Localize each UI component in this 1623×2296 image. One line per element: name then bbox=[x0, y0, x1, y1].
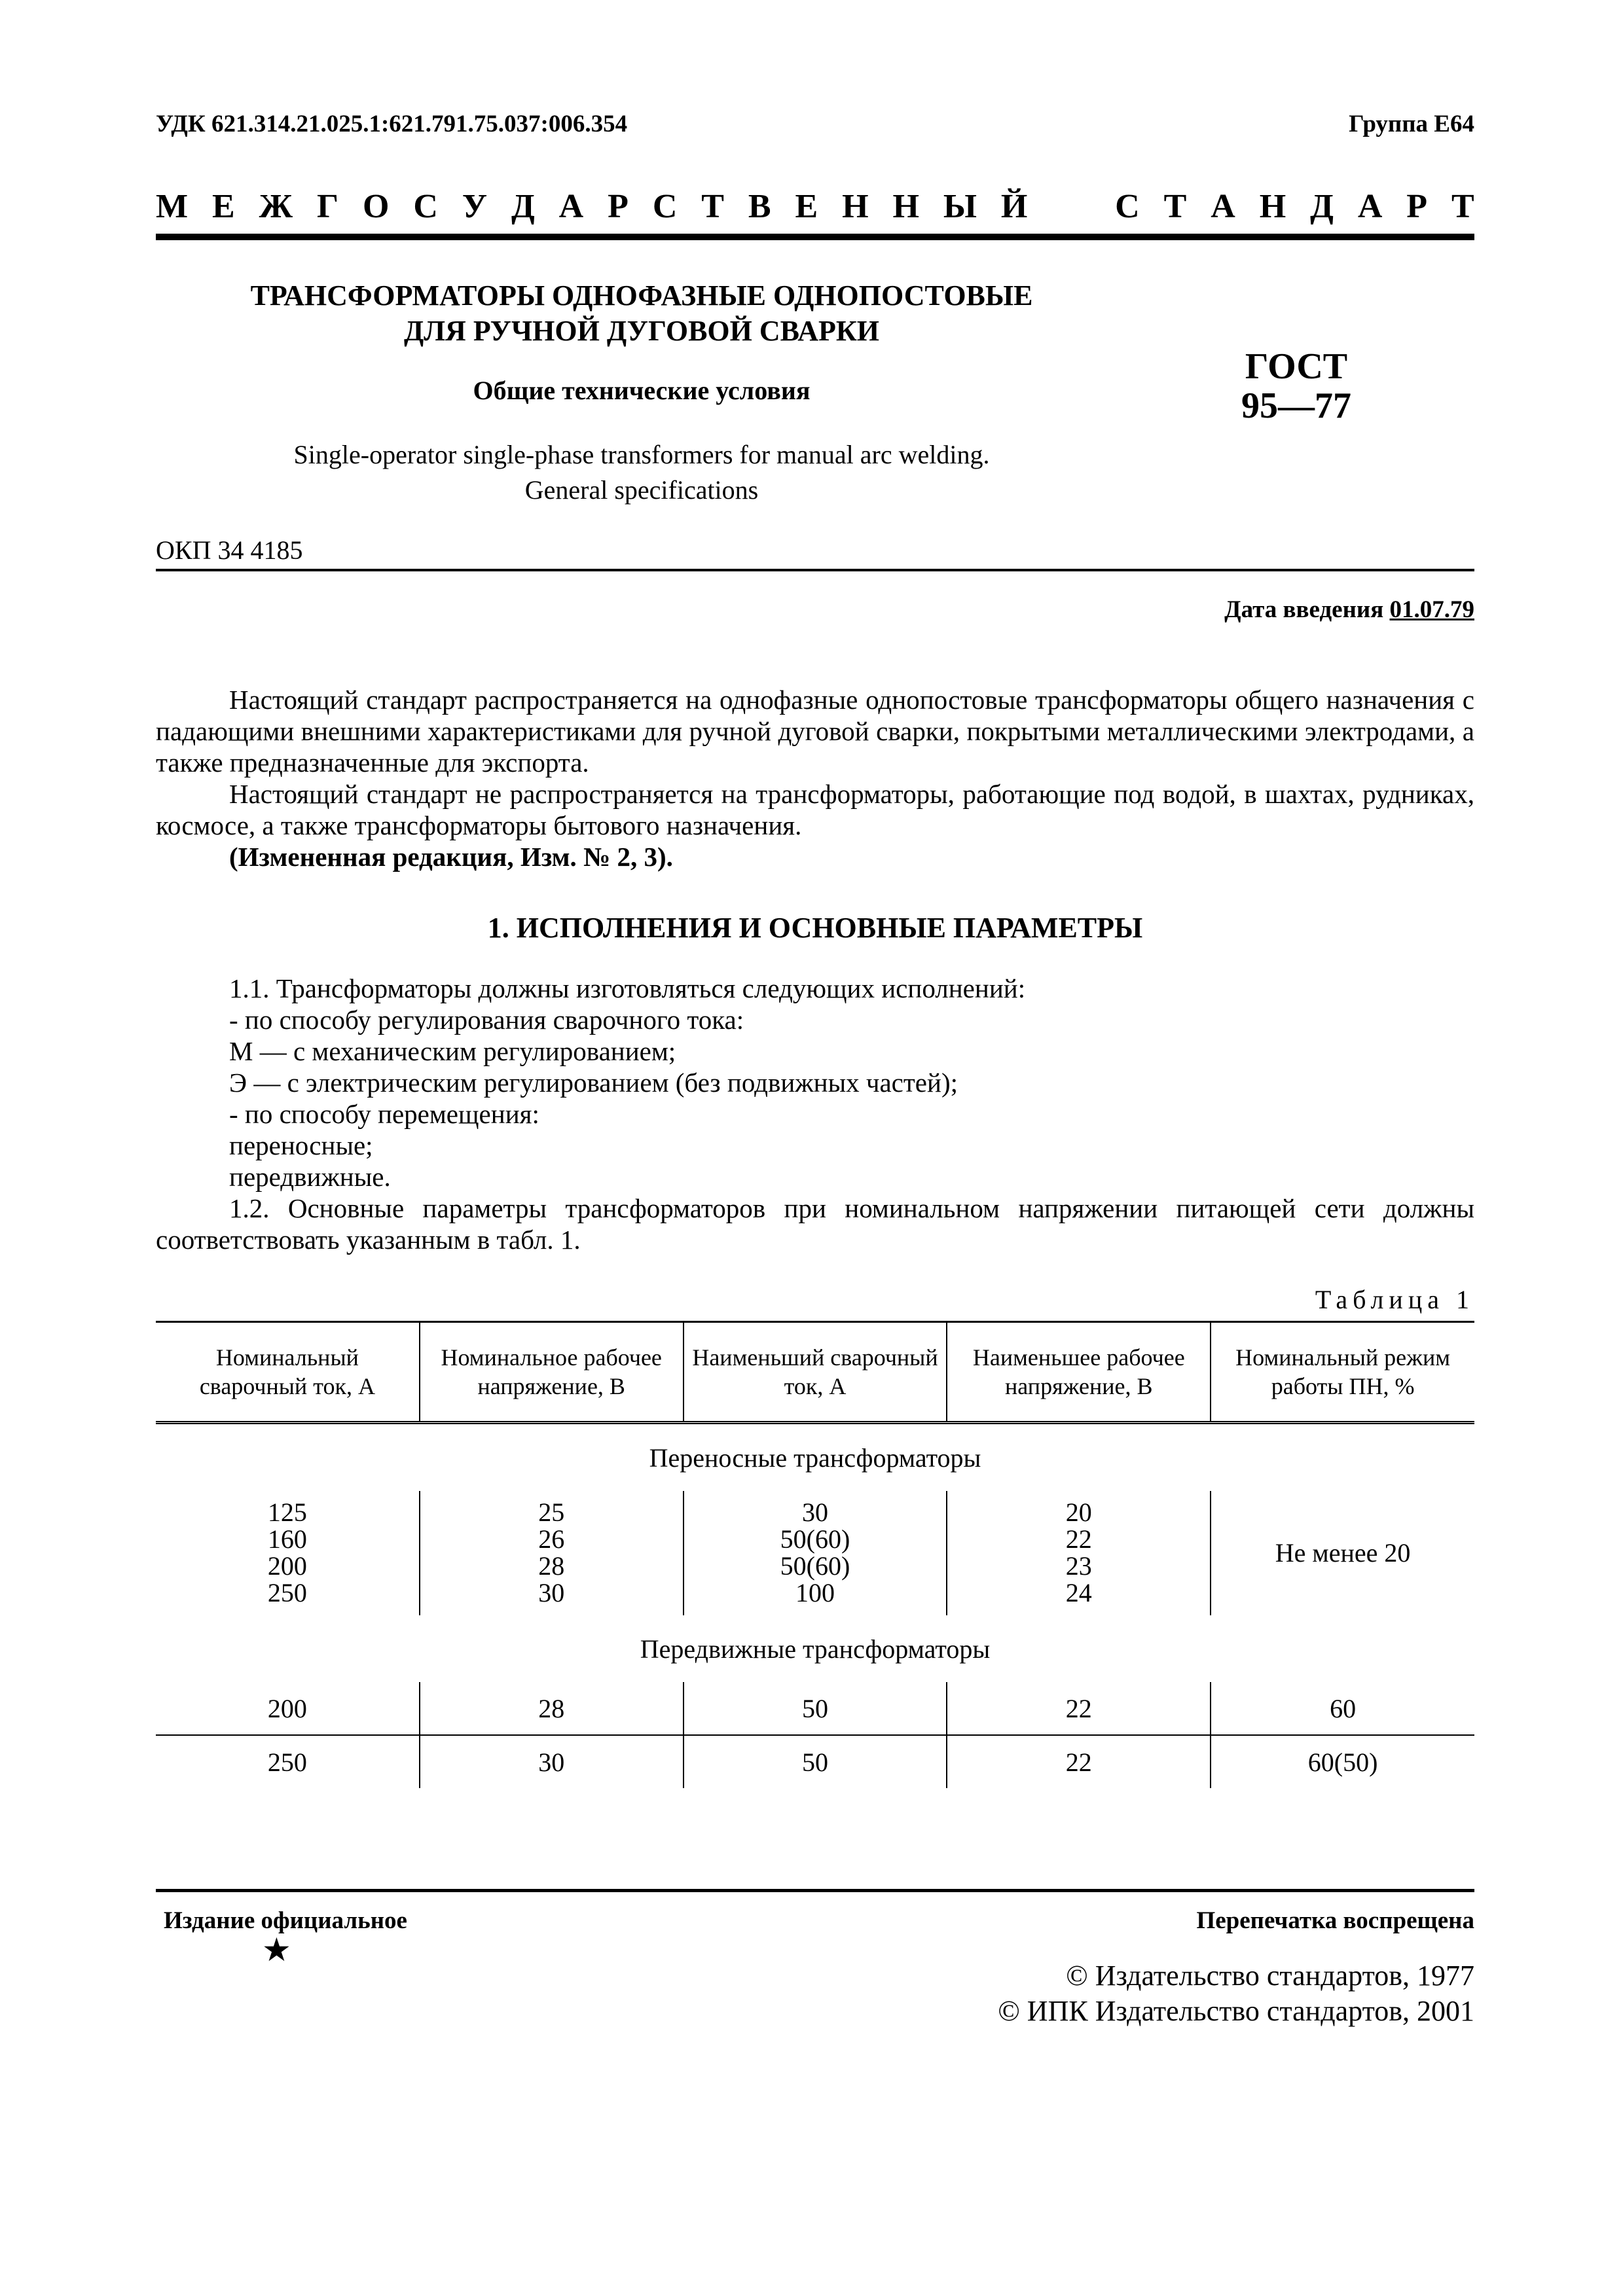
header-rule bbox=[156, 234, 1474, 240]
heading-letter: С bbox=[652, 188, 678, 225]
okp-rule bbox=[156, 569, 1474, 571]
table-cell: 20 22 23 24 bbox=[947, 1491, 1211, 1615]
table-cell: 30 bbox=[420, 1735, 684, 1788]
heading-letter: Й bbox=[1000, 188, 1028, 225]
heading-letter: Н bbox=[842, 188, 869, 225]
heading-letter: Ж bbox=[259, 188, 293, 225]
clause-1-1-electrical: Э — с электрическим регулированием (без подвижных частей); bbox=[229, 1067, 958, 1098]
heading-letter: Д bbox=[1310, 188, 1334, 225]
heading-letter: С bbox=[413, 188, 438, 225]
heading-letter: Т bbox=[1451, 188, 1474, 225]
heading-letter: Д bbox=[511, 188, 535, 225]
table-group-row bbox=[156, 1423, 1474, 1492]
group-portable: Переносные трансформаторы bbox=[649, 1443, 981, 1473]
parameters-table bbox=[156, 1321, 1474, 1788]
introduction-date-value: 01.07.79 bbox=[1389, 596, 1474, 623]
header-min-current: Наименьший сварочный ток, А bbox=[684, 1322, 947, 1423]
header-rated-voltage: Номинальное рабочее напряжение, В bbox=[420, 1322, 684, 1423]
footer-rule bbox=[156, 1889, 1474, 1892]
heading-letter: Е bbox=[212, 188, 235, 225]
table-row bbox=[156, 1682, 1474, 1735]
table-cell: 50 bbox=[684, 1735, 947, 1788]
okp-code: ОКП 34 4185 bbox=[156, 535, 303, 565]
table-cell: 60(50) bbox=[1211, 1735, 1474, 1788]
heading-letter: А bbox=[1357, 188, 1383, 225]
official-edition: Издание официальное bbox=[164, 1907, 407, 1934]
amendment-note: (Измененная редакция, Изм. № 2, 3). bbox=[229, 842, 673, 872]
header-rated-current: Номинальный сварочный ток, А bbox=[156, 1322, 420, 1423]
clause-1-1: 1.1. Трансформаторы должны изготовляться следующих исполнений: bbox=[229, 973, 1026, 1003]
table-cell: 250 bbox=[267, 1747, 307, 1777]
clause-1-1-movement: - по способу перемещения: bbox=[229, 1099, 539, 1129]
heading-letter: Е bbox=[795, 188, 818, 225]
heading-letter: У bbox=[462, 188, 488, 225]
clause-1-1-portable: переносные; bbox=[229, 1130, 373, 1160]
star-icon: ★ bbox=[262, 1931, 291, 1968]
table-cell: Не менее 20 bbox=[1211, 1491, 1474, 1615]
title-line-1: ТРАНСФОРМАТОРЫ ОДНОФАЗНЫЕ ОДНОПОСТОВЫЕ bbox=[250, 279, 1033, 312]
table-cell: 25 26 28 30 bbox=[420, 1491, 684, 1615]
introduction-date bbox=[1224, 596, 1474, 624]
copyright-2001: © ИПК Издательство стандартов, 2001 bbox=[998, 1995, 1474, 2027]
heading-letter: Т bbox=[1163, 188, 1187, 225]
table-cell: 60 bbox=[1211, 1682, 1474, 1735]
table-cell: 22 bbox=[947, 1682, 1211, 1735]
heading-letter: Т bbox=[701, 188, 724, 225]
section-title: 1. ИСПОЛНЕНИЯ И ОСНОВНЫЕ ПАРАМЕТРЫ bbox=[487, 912, 1143, 944]
gost-designation bbox=[1198, 347, 1395, 425]
document-subtitle: Общие технические условия bbox=[473, 376, 811, 405]
table-cell: 200 bbox=[156, 1682, 420, 1735]
heading-word-gap bbox=[1051, 187, 1091, 226]
heading-letter: Г bbox=[316, 188, 339, 225]
udk-code: УДК 621.314.21.025.1:621.791.75.037:006.354 bbox=[156, 111, 628, 137]
heading-letter: Ы bbox=[943, 188, 977, 225]
heading-letter: С bbox=[1115, 188, 1140, 225]
table-cell: 50 bbox=[684, 1682, 947, 1735]
clause-1-1-mechanical: М — с механическим регулированием; bbox=[229, 1036, 676, 1066]
introduction-date-label: Дата введения bbox=[1224, 596, 1384, 623]
heading-letter: М bbox=[156, 188, 189, 225]
table-caption: Таблица 1 bbox=[1315, 1285, 1474, 1314]
heading-letter: В bbox=[748, 188, 771, 225]
heading-letter: Н bbox=[1259, 188, 1286, 225]
gost-number: 95—77 bbox=[1241, 386, 1351, 426]
heading-letter: Н bbox=[892, 188, 919, 225]
reprint-notice: Перепечатка воспрещена bbox=[1196, 1907, 1474, 1934]
heading-letter: О bbox=[362, 188, 390, 225]
clause-1-1-regulation: - по способу регулирования сварочного тока: bbox=[229, 1005, 744, 1035]
clause-1-2: 1.2. Основные параметры трансформаторов при номинальном напряжении питающей сети должны соответствовать указанным в табл. 1. bbox=[156, 1193, 1474, 1255]
english-title-line-1: Single-operator single-phase transformers for manual arc welding. bbox=[293, 440, 990, 469]
group-code: Группа Е64 bbox=[1349, 111, 1474, 137]
paragraph-scope: Настоящий стандарт распространяется на однофазные однопостовые трансформаторы общего назначения с падающими внешними характеристиками для ручной дуговой сварки, покрытыми металлическими электродами, а также предназначенные для экспорта. bbox=[156, 685, 1474, 778]
table-header-row bbox=[156, 1322, 1474, 1423]
table-row bbox=[156, 1735, 1474, 1788]
group-mobile: Передвижные трансформаторы bbox=[640, 1634, 991, 1664]
gost-label: ГОСТ bbox=[1245, 346, 1348, 387]
header-min-voltage: Наименьшее рабочее напряжение, В bbox=[947, 1322, 1211, 1423]
table-cell: 30 50(60) 50(60) 100 bbox=[684, 1491, 947, 1615]
heading-letter: А bbox=[1211, 188, 1235, 225]
paragraph-exclusions: Настоящий стандарт не распространяется на трансформаторы, работающие под водой, в шахтах, рудниках, космосе, а также трансформаторы бытового назначения. bbox=[156, 779, 1474, 840]
english-title-line-2: General specifications bbox=[524, 475, 759, 505]
table-cell: 125 160 200 250 bbox=[267, 1498, 307, 1607]
document-title bbox=[216, 278, 1067, 349]
heading-letter: Р bbox=[1406, 188, 1428, 225]
english-title bbox=[216, 437, 1067, 508]
heading-letter: Р bbox=[608, 188, 629, 225]
title-line-2: ДЛЯ РУЧНОЙ ДУГОВОЙ СВАРКИ bbox=[403, 315, 880, 347]
standard-type-heading bbox=[156, 187, 1474, 226]
clause-1-1-mobile: передвижные. bbox=[229, 1162, 391, 1192]
table-row bbox=[156, 1491, 1474, 1615]
header-duty-cycle: Номинальный режим работы ПН, % bbox=[1211, 1322, 1474, 1423]
table-cell: 22 bbox=[947, 1735, 1211, 1788]
table-group-row bbox=[156, 1615, 1474, 1682]
table-cell: 28 bbox=[420, 1682, 684, 1735]
heading-letter: А bbox=[558, 188, 584, 225]
copyright-1977: © Издательство стандартов, 1977 bbox=[1066, 1960, 1474, 1992]
